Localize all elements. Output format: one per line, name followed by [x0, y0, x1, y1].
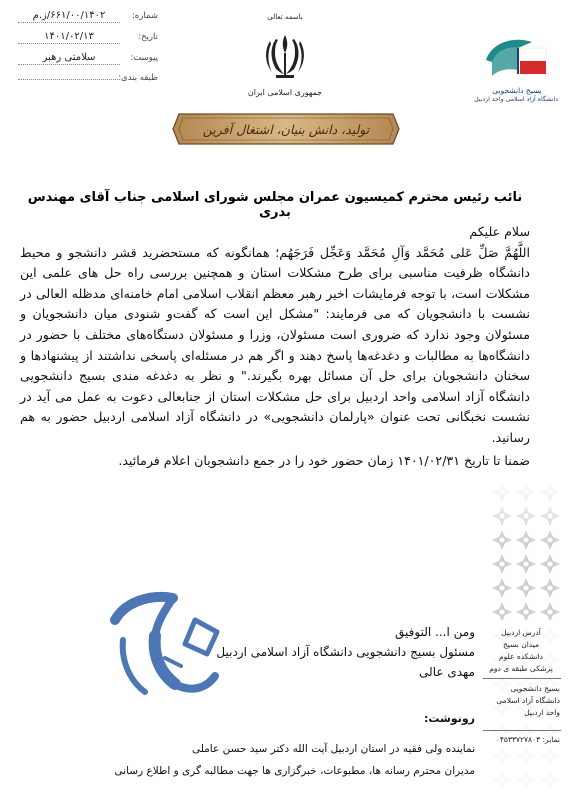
- copy-recipient: مدیران محترم رسانه ها، مطبوعات، خبرگزاری ها جهت مطالبه گری و اطلاع رسانی: [114, 765, 475, 777]
- signature-closing-phrase: ومن ا... التوفیق: [395, 625, 475, 639]
- meta-classification-value: [18, 78, 120, 80]
- meta-number-row: [18, 10, 158, 31]
- letter-meta: [18, 10, 158, 94]
- sidebar-org-line2: دانشگاه آزاد اسلامی: [496, 696, 560, 705]
- sidebar-address-line3: دانشکده علوم: [498, 652, 544, 661]
- meta-date-label: تاریخ:: [138, 32, 158, 42]
- sidebar-address-line2: میدان بسیج: [502, 640, 540, 649]
- logo-org-name: بسیج دانشجویی: [492, 86, 542, 95]
- copies-list: [100, 738, 475, 782]
- letter-greeting: سلام علیکم: [469, 224, 530, 239]
- letter-closing-line: ضمنا تا تاریخ ۱۴۰۱/۰۲/۳۱ زمان حضور خود را در جمع دانشجویان اعلام فرمائید.: [118, 452, 530, 468]
- meta-number-label: شماره:: [131, 11, 158, 21]
- sidebar-divider: [483, 730, 561, 731]
- country-name: جمهوری اسلامی ایران: [247, 88, 323, 97]
- meta-classification-row: [18, 73, 158, 94]
- sidebar-address-line4: پزشکی طبقه ی دوم: [489, 664, 553, 673]
- basij-university-logo: [482, 32, 552, 84]
- meta-number-value: ۶۶۱/۰۰/۱۴۰۲/ز.م: [18, 10, 120, 23]
- meta-attachment-row: [18, 52, 158, 73]
- sidebar-phone: نمابر: ۰۴۵۳۳۷۲۷۸۰۳: [495, 735, 560, 744]
- sidebar-divider: [483, 678, 561, 679]
- sidebar-org-line1: بسیج دانشجویی: [510, 684, 560, 693]
- sidebar-address-line1: آدرس اردبیل: [501, 628, 541, 637]
- meta-classification-label: طبقه بندی:: [118, 73, 158, 83]
- letter-recipient-title: نائب رئیس محترم کمیسیون عمران مجلس شورای اسلامی جناب آقای مهندس بدری: [27, 190, 523, 220]
- signature-name: مهدی عالی: [419, 665, 475, 679]
- signature-position: مسئول بسیج دانشجویی دانشگاه آزاد اسلامی اردبیل: [216, 645, 475, 659]
- sidebar-org: [476, 683, 566, 719]
- logo-university-name: دانشگاه آزاد اسلامی واحد اردبیل: [474, 96, 558, 103]
- slogan-banner-text: تولید، دانش بنیان، اشتغال آفرین: [202, 121, 370, 137]
- meta-attachment-label: پیوست:: [130, 53, 158, 63]
- sidebar-org-line3: واحد اردبیل: [524, 708, 560, 717]
- iran-emblem-icon: [262, 31, 308, 81]
- letter-main-paragraph: اللَّهُمَّ صَلِّ عَلی مُحَمَّد وَآلِ مُحَمَّد وَعَجِّل فَرَجَهُم؛ همانگونه که مستحضرید قشر دانشجو و محیط دانشگاه ظرفیت مناسبی برای طرح مشکلات استان و همچنین بررسی راه حل های علمی این مشکلات است، با توجه فرمایشات اخیر رهبر معظم انقلاب اسلامی امام خامنه‌ای مدظله العالی در نشست با دانشجویان که می فرمایند: "مشکل این است که گفت‌و شنودی میان دانشجویان و مسئولان وجود ندارد که ضروری است مسئولان، وزرا و مسئولان دستگاه‌های مختلف با حضور در دانشگاه‌ها به مطالبات و دغدغه‌ها پاسخ دهند و اگر هم در مسئله‌ای پاسخی نداشتند از پیشنهادها و سخنان دانشجویان برای حل آن مسائل بهره بگیرند." و نظر به دغدغه مندی بسیج دانشجویی دانشگاه آزاد اسلامی واحد اردبیل برای حل مشکلات استان از جنابعالی دعوت به عمل می آید در نشست نخبگانی تحت عنوان «پارلمان دانشجویی» در دانشگاه آزاد اسلامی اردبیل حضور به هم رسانید.: [20, 244, 530, 445]
- signature-block: [160, 622, 475, 682]
- bismillah-text: باسمه تعالی: [267, 13, 303, 21]
- copy-recipient: نماینده ولی فقیه در استان اردبیل آیت الله دکتر سید حسن عاملی: [191, 743, 475, 755]
- meta-attachment-value: سلامتی رهبر: [18, 52, 120, 65]
- sidebar-address: [476, 627, 566, 675]
- copies-heading: رونوشت:: [423, 712, 475, 725]
- meta-date-value: ۱۴۰۱/۰۲/۱۳: [18, 31, 120, 44]
- letter-body: [20, 222, 530, 471]
- meta-date-row: [18, 31, 158, 52]
